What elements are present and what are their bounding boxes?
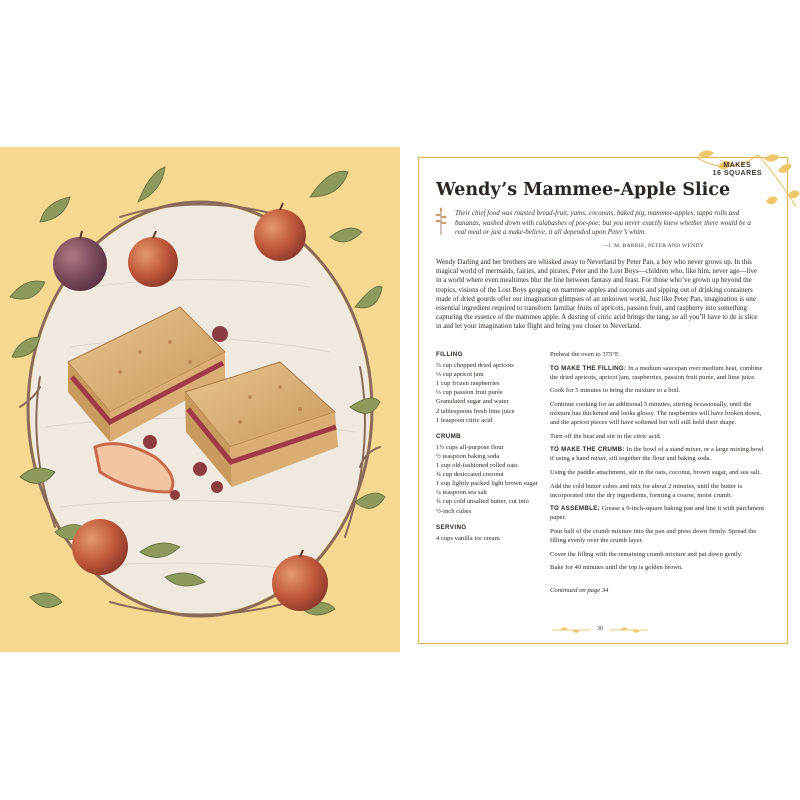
yield-label <box>713 162 762 178</box>
step-text: Grease a 9-inch-square baking pan and line it with parchment paper. <box>550 505 765 522</box>
section-heading: SERVING <box>436 523 467 531</box>
filling-step-4: Turn off the heat and stir in the citric acid. <box>550 432 662 440</box>
filling-ingredients <box>436 350 552 425</box>
crumb-ingredients <box>436 432 552 516</box>
ingredient-item: 1½ cups all-purpose flour <box>436 443 504 451</box>
recipe-intro: Wendy Darling and her brothers are whisked away to Neverland by Peter Pan, a boy who never grows up. In this magical world of mermaids, fairies, and pirates, Peter and the Lost Boys—children who, like him, never age—live in a world where even mealtimes blur the line between fantasy and feast. For those who’ve grown up beyond the tropics, visions of the Lost Boys gorging on mammee apples and coconuts and sipping out of drinking containers made of dried gourds offer our imagination glimpses of an unknown world. Just like Peter Pan, imagination is one essential ingredient required to transform familiar fruits of apricots, passion fruit, and raspberry into something capturing the essence of the mammee apple. A dusting of citric acid brings the tang, so all you’ll have to do is slice in and let your imagination take flight and bring you closer to Neverland. <box>436 258 758 331</box>
epigraph-attribution: —J. M. BARRIE, PETER AND WENDY <box>602 243 704 249</box>
ingredient-item: ½-inch cubes <box>436 507 472 515</box>
ingredient-item: 1 cup old-fashioned rolled oats <box>436 462 518 470</box>
assemble-step-2: Pour half of the crumb mixture into the pan and press down firmly. Spread the filling evenly over the crumb layer. <box>550 527 757 544</box>
ingredient-item: ½ teaspoon baking soda <box>436 452 500 460</box>
filling-step-1 <box>550 364 768 382</box>
ingredient-item: 1 teaspoon citric acid <box>436 416 493 424</box>
assemble-step-4: Bake for 40 minutes until the top is golden brown. <box>550 564 683 572</box>
ingredient-item: ⅔ cup chopped dried apricots <box>436 362 514 370</box>
ingredient-item: 2 tablespoons fresh lime juice <box>436 407 515 415</box>
method-steps <box>550 350 768 600</box>
continued-note: Continued on page 34 <box>550 587 609 595</box>
step-label: TO ASSEMBLE: <box>550 505 601 513</box>
filling-step-3: Continue cooking for an additional 5 minutes, stirring occasionally, until the mixture has thickened and looks glossy. The raspberries will have broken down, and the apricot pieces will have softened but will still hold their shape. <box>550 400 762 427</box>
page-number: 30 <box>597 626 603 632</box>
step-text: In a medium saucepan over medium heat, combine the dried apricots, apricot jam, raspberries, passion fruit purée, and lime juice. <box>550 364 763 381</box>
section-heading: FILLING <box>436 351 463 358</box>
wheat-sprig-icon <box>434 207 448 235</box>
section-heading: CRUMB <box>436 432 462 440</box>
recipe-title: Wendy’s Mammee-Apple Slice <box>436 180 731 200</box>
crumb-step-2: Using the paddle attachment, stir in the oats, coconut, brown sugar, and sea salt. <box>550 468 762 476</box>
ingredients-list <box>436 350 552 550</box>
crumb-step-1 <box>550 445 768 463</box>
illustration-page <box>0 147 400 652</box>
ingredient-item: ¾ cup cold unsalted butter, cut into <box>436 498 529 506</box>
step-label: TO MAKE THE CRUMB: <box>550 446 625 454</box>
crumb-step-3: Add the cold butter cubes and mix for about 2 minutes, until the butter is incorporated into the dry ingredients, forming a coarse, moist crumb. <box>550 482 743 499</box>
assemble-step-3: Cover the filling with the remaining crumb mixture and pat down gently. <box>550 550 743 558</box>
ingredient-item: ¼ teaspoon sea salt <box>436 489 487 497</box>
serving-ingredients <box>436 523 552 543</box>
ingredient-item: Granulated sugar and water <box>436 398 509 406</box>
step-text: In the bowl of a stand mixer, or a large mixing bowl if using a hand mixer, sift together the flour and baking soda. <box>550 446 764 463</box>
step-label: TO MAKE THE FILLING: <box>550 364 627 372</box>
recipe-page <box>400 147 800 652</box>
recipe-illustration <box>0 147 400 652</box>
preheat-step: Preheat the oven to 375°F. <box>550 351 620 358</box>
ingredient-item: 1 cup frozen raspberries <box>436 380 500 388</box>
yield-line-2: 16 SQUARES <box>712 170 762 177</box>
ingredient-item: ⅓ cup apricot jam <box>436 371 484 379</box>
ingredient-item: 4 cups vanilla ice cream <box>436 534 500 542</box>
ingredient-item: 1 cup lightly packed light brown sugar <box>436 480 538 488</box>
assemble-step-1 <box>550 504 768 522</box>
ingredient-item: ⅓ cup passion fruit purée <box>436 389 503 397</box>
ingredient-item: ¾ cup desiccated coconut <box>436 471 504 479</box>
filling-step-2: Cook for 5 minutes to bring the mixture to a boil. <box>550 387 681 395</box>
epigraph-quote: Their chief food was roasted bread-fruit, yams, coconuts, baked pig, mammee-apples, tappa rolls and bananas, washed down with calabashes of poe-poe; but you never exactly knew whether there would be a real meal or just a make-believe, it all depended upon Peter’s whim. <box>455 209 751 236</box>
yield-line-1: MAKES <box>723 162 752 169</box>
